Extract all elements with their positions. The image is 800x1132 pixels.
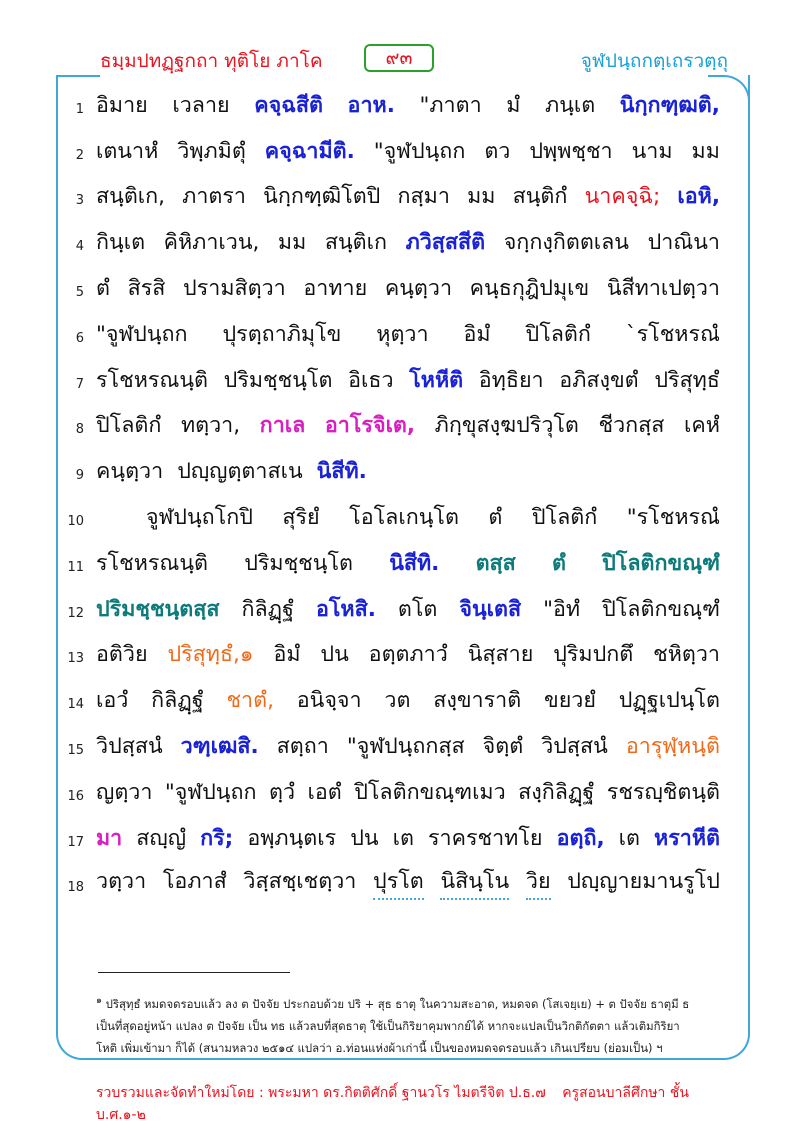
word: เอตํ	[307, 779, 342, 805]
word: นิกฺกฑฺฒิโตปิ	[263, 184, 381, 210]
word: วิสฺสชฺเชตฺวา	[243, 869, 357, 895]
word: ปริมชฺชนฺตสฺส	[96, 596, 220, 622]
word: วฑฺเฒสิ.	[180, 733, 259, 759]
word: ขยวยํ	[544, 688, 596, 714]
word: สญฺญํ	[136, 825, 187, 851]
word: นิสีทิ.	[316, 459, 367, 485]
line-text	[96, 454, 720, 488]
line-number: 6	[75, 330, 84, 346]
word: ภิกฺขุสงฺฆปริวุโต	[434, 413, 579, 439]
line-text	[96, 88, 720, 122]
word: วต	[384, 688, 411, 714]
word: เต	[392, 825, 414, 851]
book-title: ธมฺมปทฏฺฐกถา ทุติโย ภาโค	[100, 50, 323, 72]
word: ปญฺญายมานรูโป	[567, 869, 720, 895]
line-number: 5	[75, 284, 84, 300]
word: อารุฬฺหนฺติ	[625, 733, 720, 759]
word: อติวิย	[96, 642, 148, 668]
footer-role: ครูสอนบาลีศึกษา ชั้น บ.ศ.๑-๒	[96, 1085, 689, 1123]
line-text	[146, 500, 720, 534]
line-number: 2	[75, 147, 84, 163]
line-number: 10	[67, 513, 84, 529]
word: ปริสุทฺธํ,๑	[167, 642, 254, 668]
word: ปน	[320, 642, 349, 668]
word: อาห.	[347, 92, 395, 118]
line-text	[96, 317, 720, 351]
word: เต	[618, 825, 640, 851]
word: ตโต	[397, 596, 438, 622]
word: ชีวกสฺส	[598, 413, 665, 439]
word: ปาณินา	[647, 230, 720, 256]
line-text	[96, 363, 720, 397]
word: "อิทํ	[543, 596, 581, 622]
word: "ภาตา	[419, 92, 482, 118]
word: ปิโลติกํ	[525, 321, 591, 347]
line-number: 12	[67, 605, 84, 621]
word: ราครชาทโย	[427, 825, 543, 851]
text-line	[56, 540, 750, 586]
word: ภนฺเต	[545, 92, 596, 118]
page-footer	[96, 1082, 736, 1126]
word: ภาตรา	[182, 184, 246, 210]
word: คนฺธกุฎิปมุเข	[469, 275, 590, 301]
word: ตฺวํ	[268, 779, 296, 805]
word: ปิโลติกขณฺฑํ	[602, 596, 720, 622]
text-line	[56, 769, 750, 815]
word: จิตฺตํ	[482, 733, 524, 759]
word: นาคจฺฉิ;	[584, 184, 661, 210]
word: ปุรโต	[373, 864, 424, 900]
word: โหหีติ	[409, 367, 464, 393]
text-line	[56, 723, 750, 769]
word: นิสีทิ.	[389, 550, 440, 576]
word: สนฺติเก,	[96, 184, 165, 210]
line-text	[96, 134, 720, 168]
footnote-line-3: โหติ เพิ่มเข้ามา ก็ได้ (สนามหลวง ๒๕๑๔ แปลว่า อ.ท่อนแห่งผ้าเก่านี้ เป็นของหมดจดรอบแล้ว เกินเปรียบ (ย่อมเป็น) ฯ	[96, 1040, 663, 1055]
word: อิมํ	[463, 321, 491, 347]
line-number: 16	[67, 788, 84, 804]
word: "จูฬปนฺถก	[164, 779, 257, 805]
text-line	[56, 677, 750, 723]
word: ภวิสฺสสีติ	[405, 230, 486, 256]
word: อภิสงฺขตํ	[559, 367, 639, 393]
page-header	[0, 0, 800, 80]
word: เอวํ	[96, 688, 129, 714]
word: อาทาย	[303, 275, 368, 301]
line-number: 17	[67, 834, 84, 850]
word: สิรสิ	[127, 275, 166, 301]
word: วิปสฺสนํ	[541, 733, 608, 759]
word: สุริยํ	[282, 504, 320, 530]
text-line	[56, 174, 750, 220]
word: ปิโลติกํ	[96, 413, 162, 439]
word: สนฺติกํ	[512, 184, 568, 210]
word: คนฺตฺวา	[384, 275, 453, 301]
text-line	[56, 632, 750, 678]
word: ปญฺญตฺตาสเน	[177, 459, 303, 485]
line-number: 15	[67, 742, 84, 758]
line-text	[96, 592, 720, 626]
word: โอโลเกนฺโต	[349, 504, 459, 530]
page-number: ๙๓	[364, 44, 434, 72]
word: คจฺฉสีติ	[254, 92, 323, 118]
line-text	[96, 179, 720, 213]
word: สตฺถา	[276, 733, 329, 759]
footnote-rule	[98, 972, 290, 973]
frame-top-edge	[56, 75, 100, 77]
text-line	[56, 494, 750, 540]
word: วิปสฺสนํ	[96, 733, 163, 759]
word: `รโชหรณํ	[625, 321, 720, 347]
word: ปิโลติกํ	[531, 504, 598, 530]
word: ตํ	[551, 550, 566, 576]
word: มม	[467, 184, 496, 210]
word: ปริสุทฺธํ	[654, 367, 720, 393]
word: สงฺขาราติ	[433, 688, 522, 714]
text-lines	[56, 82, 750, 906]
word: "รโชหรณํ	[626, 504, 720, 530]
text-line	[56, 219, 750, 265]
word: กิลิฏฺฐํ	[151, 688, 204, 714]
word: โอภาสํ	[162, 869, 227, 895]
word: อาโรจิเต,	[324, 413, 416, 439]
word: นาม	[631, 138, 673, 164]
line-number: 8	[75, 422, 84, 438]
word: รชรญฺชิตนฺติ	[606, 779, 720, 805]
word: กาเล	[259, 413, 306, 439]
word: ปุรตฺถาภิมุโข	[222, 321, 342, 347]
line-text	[96, 408, 720, 442]
word: รโชหรณนฺติ	[96, 367, 209, 393]
word: ตํ	[488, 504, 503, 530]
word: นิกฺกฑฺฒติ,	[619, 92, 720, 118]
word: กิลิฏฺฐํ	[241, 596, 294, 622]
word: ตว	[484, 138, 511, 164]
word: จกฺกงฺกิตตเลน	[503, 230, 629, 256]
footnote-marker: ๑	[96, 995, 103, 1006]
word: ปริมชฺชนฺโต	[244, 550, 353, 576]
text-line	[56, 815, 750, 861]
word: กินฺเต	[96, 230, 146, 256]
chapter-title: จูฬปนฺถกตฺเถรวตฺถุ	[580, 50, 728, 72]
line-text	[96, 683, 720, 717]
word: คิหิภาเวน,	[163, 230, 260, 256]
word: วตฺวา	[96, 869, 147, 895]
word: วิพฺภมิตุํ	[177, 138, 246, 164]
word: รโชหรณนฺติ	[96, 550, 209, 576]
footnote-line-2: เป็นที่สุดอยู่หน้า แปลง ต ปัจจัย เป็น ทธ แล้วลบที่สุดธาตุ ใช้เป็นกิริยาคุมพากย์ได้ หากจะแปลเป็นวิกติกัตตา แล้วเติมกิริยา	[96, 1018, 680, 1033]
word: ชาตํ,	[226, 688, 274, 714]
word: ปน	[350, 825, 379, 851]
text-line	[56, 82, 750, 128]
word: ตสฺส	[475, 550, 516, 576]
line-number: 18	[67, 880, 84, 896]
line-number: 14	[67, 697, 84, 713]
text-line	[56, 403, 750, 449]
word: มา	[96, 825, 123, 851]
word: เคหํ	[684, 413, 720, 439]
word: ปฏฺฐเปนฺโต	[618, 688, 720, 714]
word: กริ;	[200, 825, 234, 851]
word: ตํ	[96, 275, 110, 301]
text-line	[56, 586, 750, 632]
word: อโหสิ.	[315, 596, 376, 622]
word: อิมํ	[273, 642, 301, 668]
word: "จูฬปนฺถก	[373, 138, 466, 164]
line-number: 1	[75, 101, 84, 117]
word: ปพฺพชฺชา	[529, 138, 613, 164]
text-line	[56, 265, 750, 311]
word: จูฬปนฺถโกปิ	[146, 504, 253, 530]
line-number: 4	[75, 239, 84, 255]
word: อตฺถิ,	[556, 825, 605, 851]
line-number: 13	[67, 651, 84, 667]
word: อิมาย	[96, 92, 148, 118]
word: วิย	[526, 864, 551, 900]
text-line	[56, 357, 750, 403]
word: เตนาหํ	[96, 138, 159, 164]
line-text	[96, 864, 720, 900]
word: มํ	[506, 92, 521, 118]
word: กสฺมา	[397, 184, 450, 210]
text-line	[56, 448, 750, 494]
word: อพฺภนฺตเร	[247, 825, 337, 851]
footnote	[96, 990, 736, 1059]
text-line	[56, 311, 750, 357]
word: นิสีทาเปตฺวา	[606, 275, 720, 301]
word: ญตฺวา	[96, 779, 153, 805]
word: สงฺกิลิฏฺฐํ	[518, 779, 595, 805]
word: อนิจฺจา	[296, 688, 362, 714]
line-number: 3	[75, 193, 84, 209]
word: อตฺตภาวํ	[368, 642, 448, 668]
word: ปุริมปกตึ	[553, 642, 634, 668]
line-text	[96, 271, 720, 305]
word: ปิโลติกขณฺฑเมว	[354, 779, 506, 805]
line-text	[96, 775, 720, 809]
line-text	[96, 225, 720, 259]
footer-author: รวบรวมและจัดทำใหม่โดย : พระมหา ดร.กิตติศักดิ์ ฐานวโร ไมตรีจิต ป.ธ.๗	[96, 1085, 546, 1101]
word: คนฺตฺวา	[96, 459, 164, 485]
word: ปิโลติกขณฺฑํ	[602, 550, 720, 576]
word: "จูฬปนฺถก	[96, 321, 188, 347]
word: ทตฺวา,	[180, 413, 241, 439]
word: สนฺติเก	[324, 230, 387, 256]
line-number: 9	[75, 468, 84, 484]
word: หุตฺวา	[376, 321, 429, 347]
text-line	[56, 861, 750, 907]
footnote-line-1: ปริสุทฺธํ หมดจดรอบแล้ว ลง ต ปัจจัย ประกอบด้วย ปริ + สุธ ธาตุ ในความสะอาด, หมดจด (โสเจยฺเย) + ต ปัจจัย ธาตุมี ธ	[105, 996, 690, 1011]
word: มม	[277, 230, 307, 256]
word: เอหิ,	[677, 184, 720, 210]
word: อิเธว	[348, 367, 394, 393]
word: อิทฺธิยา	[478, 367, 544, 393]
text-line	[56, 128, 750, 174]
word: "จูฬปนฺถกสฺส	[346, 733, 465, 759]
word: ชหิตฺวา	[653, 642, 720, 668]
line-number: 11	[67, 559, 84, 575]
line-text	[96, 729, 720, 763]
word: หราหีติ	[654, 825, 720, 851]
word: ปรามสิตฺวา	[183, 275, 286, 301]
line-text	[96, 821, 720, 855]
word: คจฺฉามีติ.	[264, 138, 355, 164]
word: มม	[691, 138, 720, 164]
word: นิสฺสาย	[467, 642, 534, 668]
line-number: 7	[75, 376, 84, 392]
line-text	[96, 637, 720, 671]
word: ปริมชฺชนฺโต	[223, 367, 333, 393]
word: นิสินฺโน	[440, 864, 509, 900]
line-text	[96, 546, 720, 580]
word: เวลาย	[172, 92, 230, 118]
word: จินฺเตสิ	[459, 596, 522, 622]
